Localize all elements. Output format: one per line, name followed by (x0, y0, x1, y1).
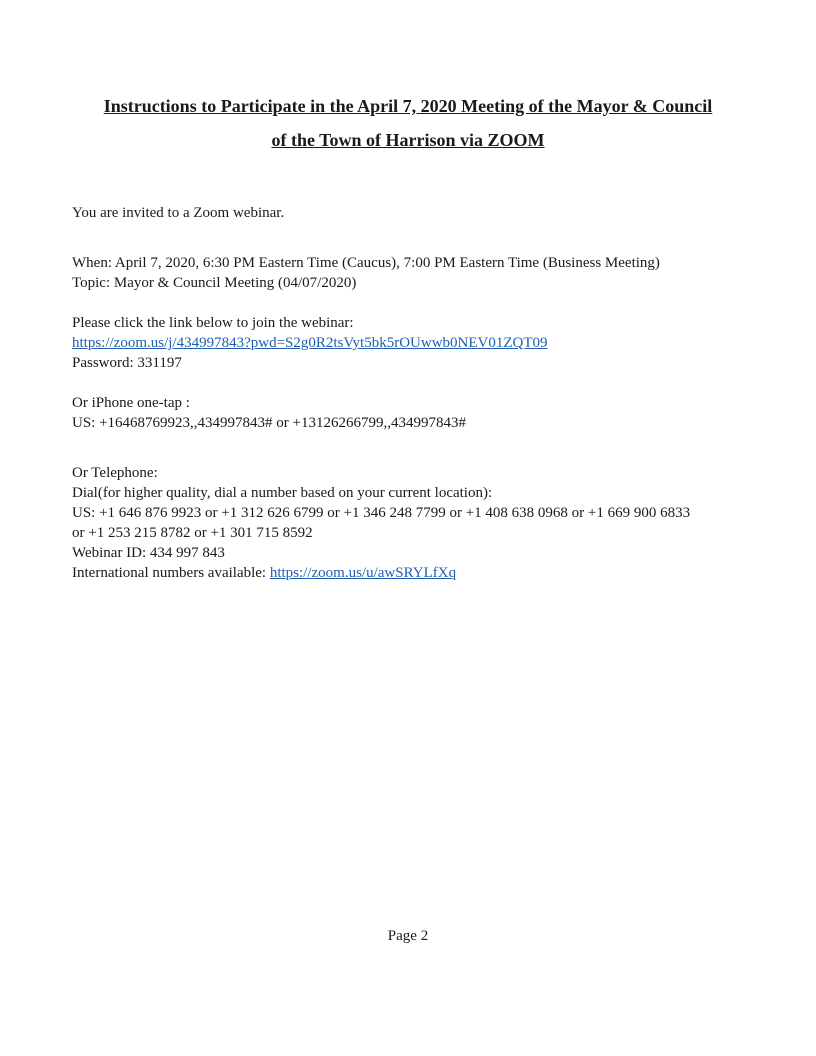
document-body (72, 203, 752, 583)
dial-numbers-line-2: or +1 253 215 8782 or +1 301 715 8592 (72, 525, 313, 541)
telephone-heading: Or Telephone: (72, 465, 158, 481)
topic-text: Topic: Mayor & Council Meeting (04/07/2020) (72, 275, 357, 291)
page-number: Page 2 (387, 928, 429, 944)
password-text: Password: 331197 (72, 355, 182, 371)
iphone-heading: Or iPhone one-tap : (72, 395, 190, 411)
dial-numbers-line-1: US: +1 646 876 9923 or +1 312 626 6799 or +1 346 248 7799 or +1 408 638 0968 or +1 669 900 6833 (72, 505, 691, 521)
international-numbers-link[interactable]: https://zoom.us/u/awSRYLfXq (269, 565, 457, 581)
webinar-id-text: Webinar ID: 434 997 843 (72, 545, 225, 561)
international-label: International numbers available: (72, 565, 270, 581)
join-prompt-text: Please click the link below to join the webinar: (72, 315, 354, 331)
document-title-line-2: of the Town of Harrison via ZOOM (271, 130, 545, 150)
when-text: When: April 7, 2020, 6:30 PM Eastern Time (Caucus), 7:00 PM Eastern Time (Business Meeting) (72, 255, 660, 271)
join-webinar-link[interactable]: https://zoom.us/j/434997843?pwd=S2g0R2tsVyt5bk5rOUwwb0NEV01ZQT09 (72, 335, 548, 351)
invite-text: You are invited to a Zoom webinar. (72, 205, 285, 221)
iphone-numbers-text: US: +16468769923,,434997843# or +13126266799,,434997843# (72, 415, 467, 431)
document-title-line-1: Instructions to Participate in the April 7, 2020 Meeting of the Mayor & Council (103, 96, 713, 116)
international-numbers-row (72, 563, 752, 583)
dial-instructions-text: Dial(for higher quality, dial a number based on your current location): (72, 485, 493, 501)
